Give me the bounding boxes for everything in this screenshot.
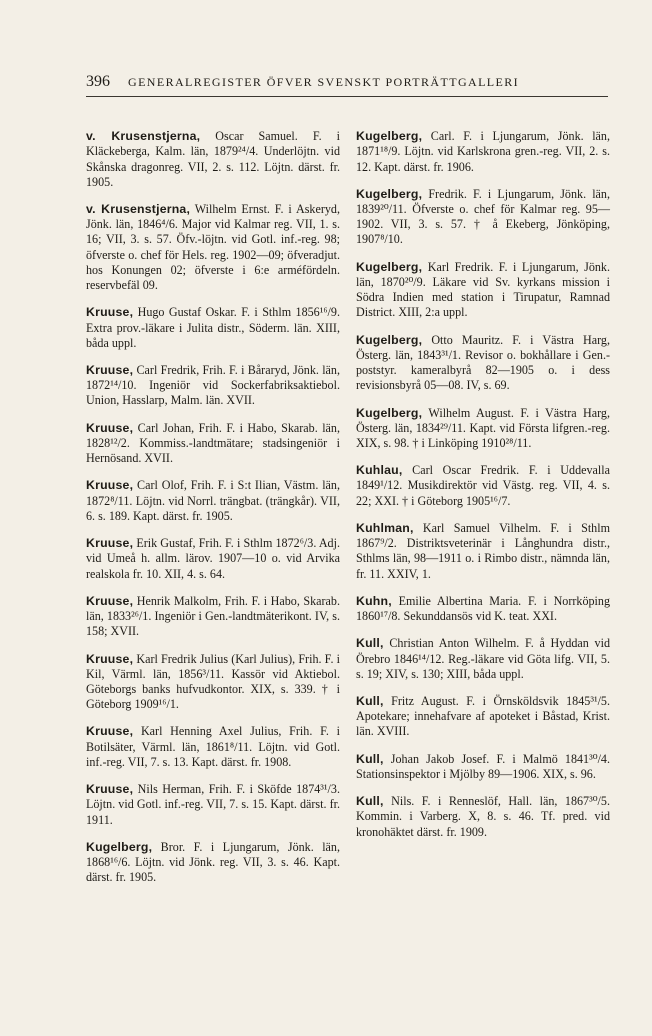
entry-name: Kuhlau,: [356, 463, 403, 478]
register-entry: [86, 782, 340, 828]
register-entry: [356, 129, 610, 175]
entry-name: Kruuse,: [86, 724, 134, 739]
entry-text: Carl Oscar Fredrik. F. i Uddevalla 1849¹/12. Musikdirektör vid Västg. reg. VII, 4. s. 22; XXI. † i Göteborg 1905¹⁶/7.: [356, 463, 610, 508]
entry-name: Kugelberg,: [86, 839, 153, 854]
right-column: [356, 117, 610, 848]
left-column: [86, 117, 340, 893]
entry-text: Emilie Albertina Maria. F. i Norrköping 1860¹⁷/8. Sekunddansös vid K. teat. XXI.: [356, 593, 610, 624]
entry-name: Kull,: [356, 636, 384, 651]
entry-name: Kugelberg,: [356, 129, 423, 144]
entry-name: Kugelberg,: [356, 405, 423, 420]
register-entry: [86, 363, 340, 409]
entry-name: v. Krusenstjerna,: [86, 202, 191, 216]
entry-name: Kugelberg,: [356, 186, 423, 201]
entry-text: Karl Samuel Vilhelm. F. i Sthlm 1867⁹/2. Distriktsveterinär i Långhundra distr., Sthlms län, 98—1911 o. i Rimbo distr., nämnda län, fr. 11. XXIV, 1.: [356, 520, 610, 581]
entry-text: Oscar Samuel. F. i Kläckeberga, Kalm. län, 1879²⁴/4. Underlöjtn. vid Skånska dragonreg. VII, 2. s. 112. Löjtn. därst. fr. 1905.: [86, 129, 340, 189]
register-entry: [86, 305, 340, 351]
entry-name: Kruuse,: [86, 536, 134, 551]
entry-text: Christian Anton Wilhelm. F. å Hyddan vid Örebro 1846¹⁴/12. Reg.-läkare vid Göta lifg. VII, 5. s. 19; XIV, s. 130; XIII, båda uppl.: [356, 636, 610, 681]
entry-name: Kruuse,: [86, 782, 134, 797]
register-entry: [356, 521, 610, 582]
entry-name: Kruuse,: [86, 305, 134, 320]
register-entry: [356, 463, 610, 509]
running-title: GENERALREGISTER ÖFVER SVENSKT PORTRÄTTGALLERI: [128, 75, 520, 89]
entry-name: Kugelberg,: [356, 259, 423, 274]
entry-text: Erik Gustaf, Frih. F. i Sthlm 1872⁶/3. Adj. vid Umeå h. allm. lärov. 1907—10 o. vid Arvika realskola fr. 10. XII, 4. s. 64.: [86, 536, 340, 581]
register-entry: [356, 636, 610, 682]
register-entry: [356, 333, 610, 394]
entry-text: Wilhelm Ernst. F. i Askeryd, Jönk. län, 1846⁴/6. Major vid Kalmar reg. VII, 1. s. 16; VII, 3. s. 57. Öfv.-löjtn. vid Gotl. inf.-reg. 98; öfverste o. chef för Hels. reg. 1902—09; öfveradjut. hos Konungen 02; öfverste i 6:e arméfördeln. reservbefäl 09.: [86, 202, 340, 293]
register-entry: [86, 536, 340, 582]
register-entry: [86, 421, 340, 467]
register-entry: [86, 594, 340, 640]
register-entry: [356, 187, 610, 248]
entry-text: Carl Olof, Frih. F. i S:t Ilian, Västm. län, 1872⁸/11. Löjtn. vid Norrl. trängbat. (trängkår). VII, 6. s. 189. Kapt. därst. fr. 1905.: [86, 478, 340, 523]
entry-name: Kull,: [356, 694, 384, 709]
register-entry: [356, 594, 610, 624]
register-entry: [356, 406, 610, 452]
entry-text: Carl Johan, Frih. F. i Habo, Skarab. län, 1828¹²/2. Kommiss.-landtmätare; stadsingeniör i Hernösand. XVII.: [86, 420, 340, 466]
entry-name: Kugelberg,: [356, 332, 423, 347]
entry-text: Karl Fredrik Julius (Karl Julius), Frih. F. i Kil, Värml. län, 1856³/11. Kassör vid Aktiebol. Göteborgs banks hufvudkontor. XIX, s. 339. † i Göteborg 1909¹⁶/1.: [86, 651, 340, 712]
register-entry: [86, 652, 340, 713]
register-entry: [356, 260, 610, 321]
entry-text: Fredrik. F. i Ljungarum, Jönk. län, 1839²⁰/11. Öfverste o. chef för Kalmar reg. 95—1902. VII, 3. s. 57. † å Ekeberg, Jönköping, 1907⁸/10.: [356, 186, 610, 247]
entry-name: Kruuse,: [86, 420, 134, 435]
entry-text: Otto Mauritz. F. i Västra Harg, Österg. län, 1843³¹/1. Revisor o. bokhållare i Gen.-poststyr. kameralbyrå 82—1905 o. i dess revisionsbyrå 05—08. IV, s. 69.: [356, 332, 610, 393]
entry-text: Hugo Gustaf Oskar. F. i Sthlm 1856¹⁶/9. Extra prov.-läkare i Julita distr., Söderm. län. XIII, båda uppl.: [86, 305, 340, 350]
entry-name: v. Krusenstjerna,: [86, 129, 201, 144]
entry-text: Wilhelm August. F. i Västra Harg, Österg. län, 1834²⁹/11. Kapt. vid Första lifgren.-reg. XIX, s. 98. † i Linköping 1910²⁸/11.: [356, 405, 610, 450]
entry-text: Fritz August. F. i Örnsköldsvik 1845³¹/5. Apotekare; innehafvare af apoteket i Båstad, Krist. län. XVIII.: [356, 694, 610, 739]
entry-text: Johan Jakob Josef. F. i Malmö 1841³⁰/4. Stationsinspektor i Mjölby 89—1906. XIX, s. 96.: [356, 751, 610, 781]
entry-name: Kruuse,: [86, 363, 134, 378]
entry-name: Kuhlman,: [356, 520, 414, 535]
register-entry: [356, 752, 610, 782]
entry-name: Kruuse,: [86, 478, 134, 493]
entry-name: Kull,: [356, 794, 384, 809]
entry-name: Kruuse,: [86, 651, 134, 666]
entry-text: Henrik Malkolm, Frih. F. i Habo, Skarab. län, 1833²⁶/1. Ingeniör i Gen.-landtmäterikont. IV, s. 158; XVII.: [86, 593, 340, 639]
register-entry: [86, 202, 340, 293]
register-entry: [356, 794, 610, 840]
entry-text: Nils. F. i Renneslöf, Hall. län, 1867³⁰/5. Kommin. i Varberg. X, 8. s. 46. Tf. pred. vid kronohäktet därst. fr. 1909.: [356, 794, 610, 839]
entry-text: Carl Fredrik, Frih. F. i Båraryd, Jönk. län, 1872¹⁴/10. Ingeniör vid Sockerfabriksaktiebol. Union, Hasslarp, Malm. län. XVII.: [86, 363, 340, 408]
entry-text: Karl Henning Axel Julius, Frih. F. i Botilsäter, Värml. län, 1861⁸/11. Löjtn. vid Gotl. inf.-reg. VII, 7. s. 13. Kapt. därst. fr. 1908.: [86, 724, 340, 769]
register-entry: [356, 694, 610, 740]
page-number: 396: [86, 73, 110, 90]
register-entry: [86, 724, 340, 770]
entry-name: Kull,: [356, 751, 384, 766]
entry-name: Kruuse,: [86, 593, 134, 608]
entry-text: Bror. F. i Ljungarum, Jönk. län, 1868¹⁶/6. Löjtn. vid Jönk. reg. VII, 3. s. 46. Kapt. därst. fr. 1905.: [86, 839, 340, 885]
register-entry: [86, 840, 340, 886]
entry-text: Karl Fredrik. F. i Ljungarum, Jönk. län, 1870²⁰/9. Läkare vid Sv. kyrkans mission i Södra Indien med station i Tirupatur, Ramnad District. XIII, 2:a uppl.: [356, 259, 610, 320]
entry-text: Nils Herman, Frih. F. i Sköfde 1874³¹/3. Löjtn. vid Gotl. inf.-reg. VII, 7. s. 15. Kapt. därst. fr. 1911.: [86, 782, 340, 827]
entry-name: Kuhn,: [356, 593, 392, 608]
running-header: [86, 73, 608, 97]
register-entry: [86, 129, 340, 190]
register-entry: [86, 478, 340, 524]
entry-text: Carl. F. i Ljungarum, Jönk. län, 1871¹⁸/9. Löjtn. vid Karlskrona gren.-reg. VII, 2. s. 12. Kapt. därst. fr. 1906.: [356, 129, 610, 174]
